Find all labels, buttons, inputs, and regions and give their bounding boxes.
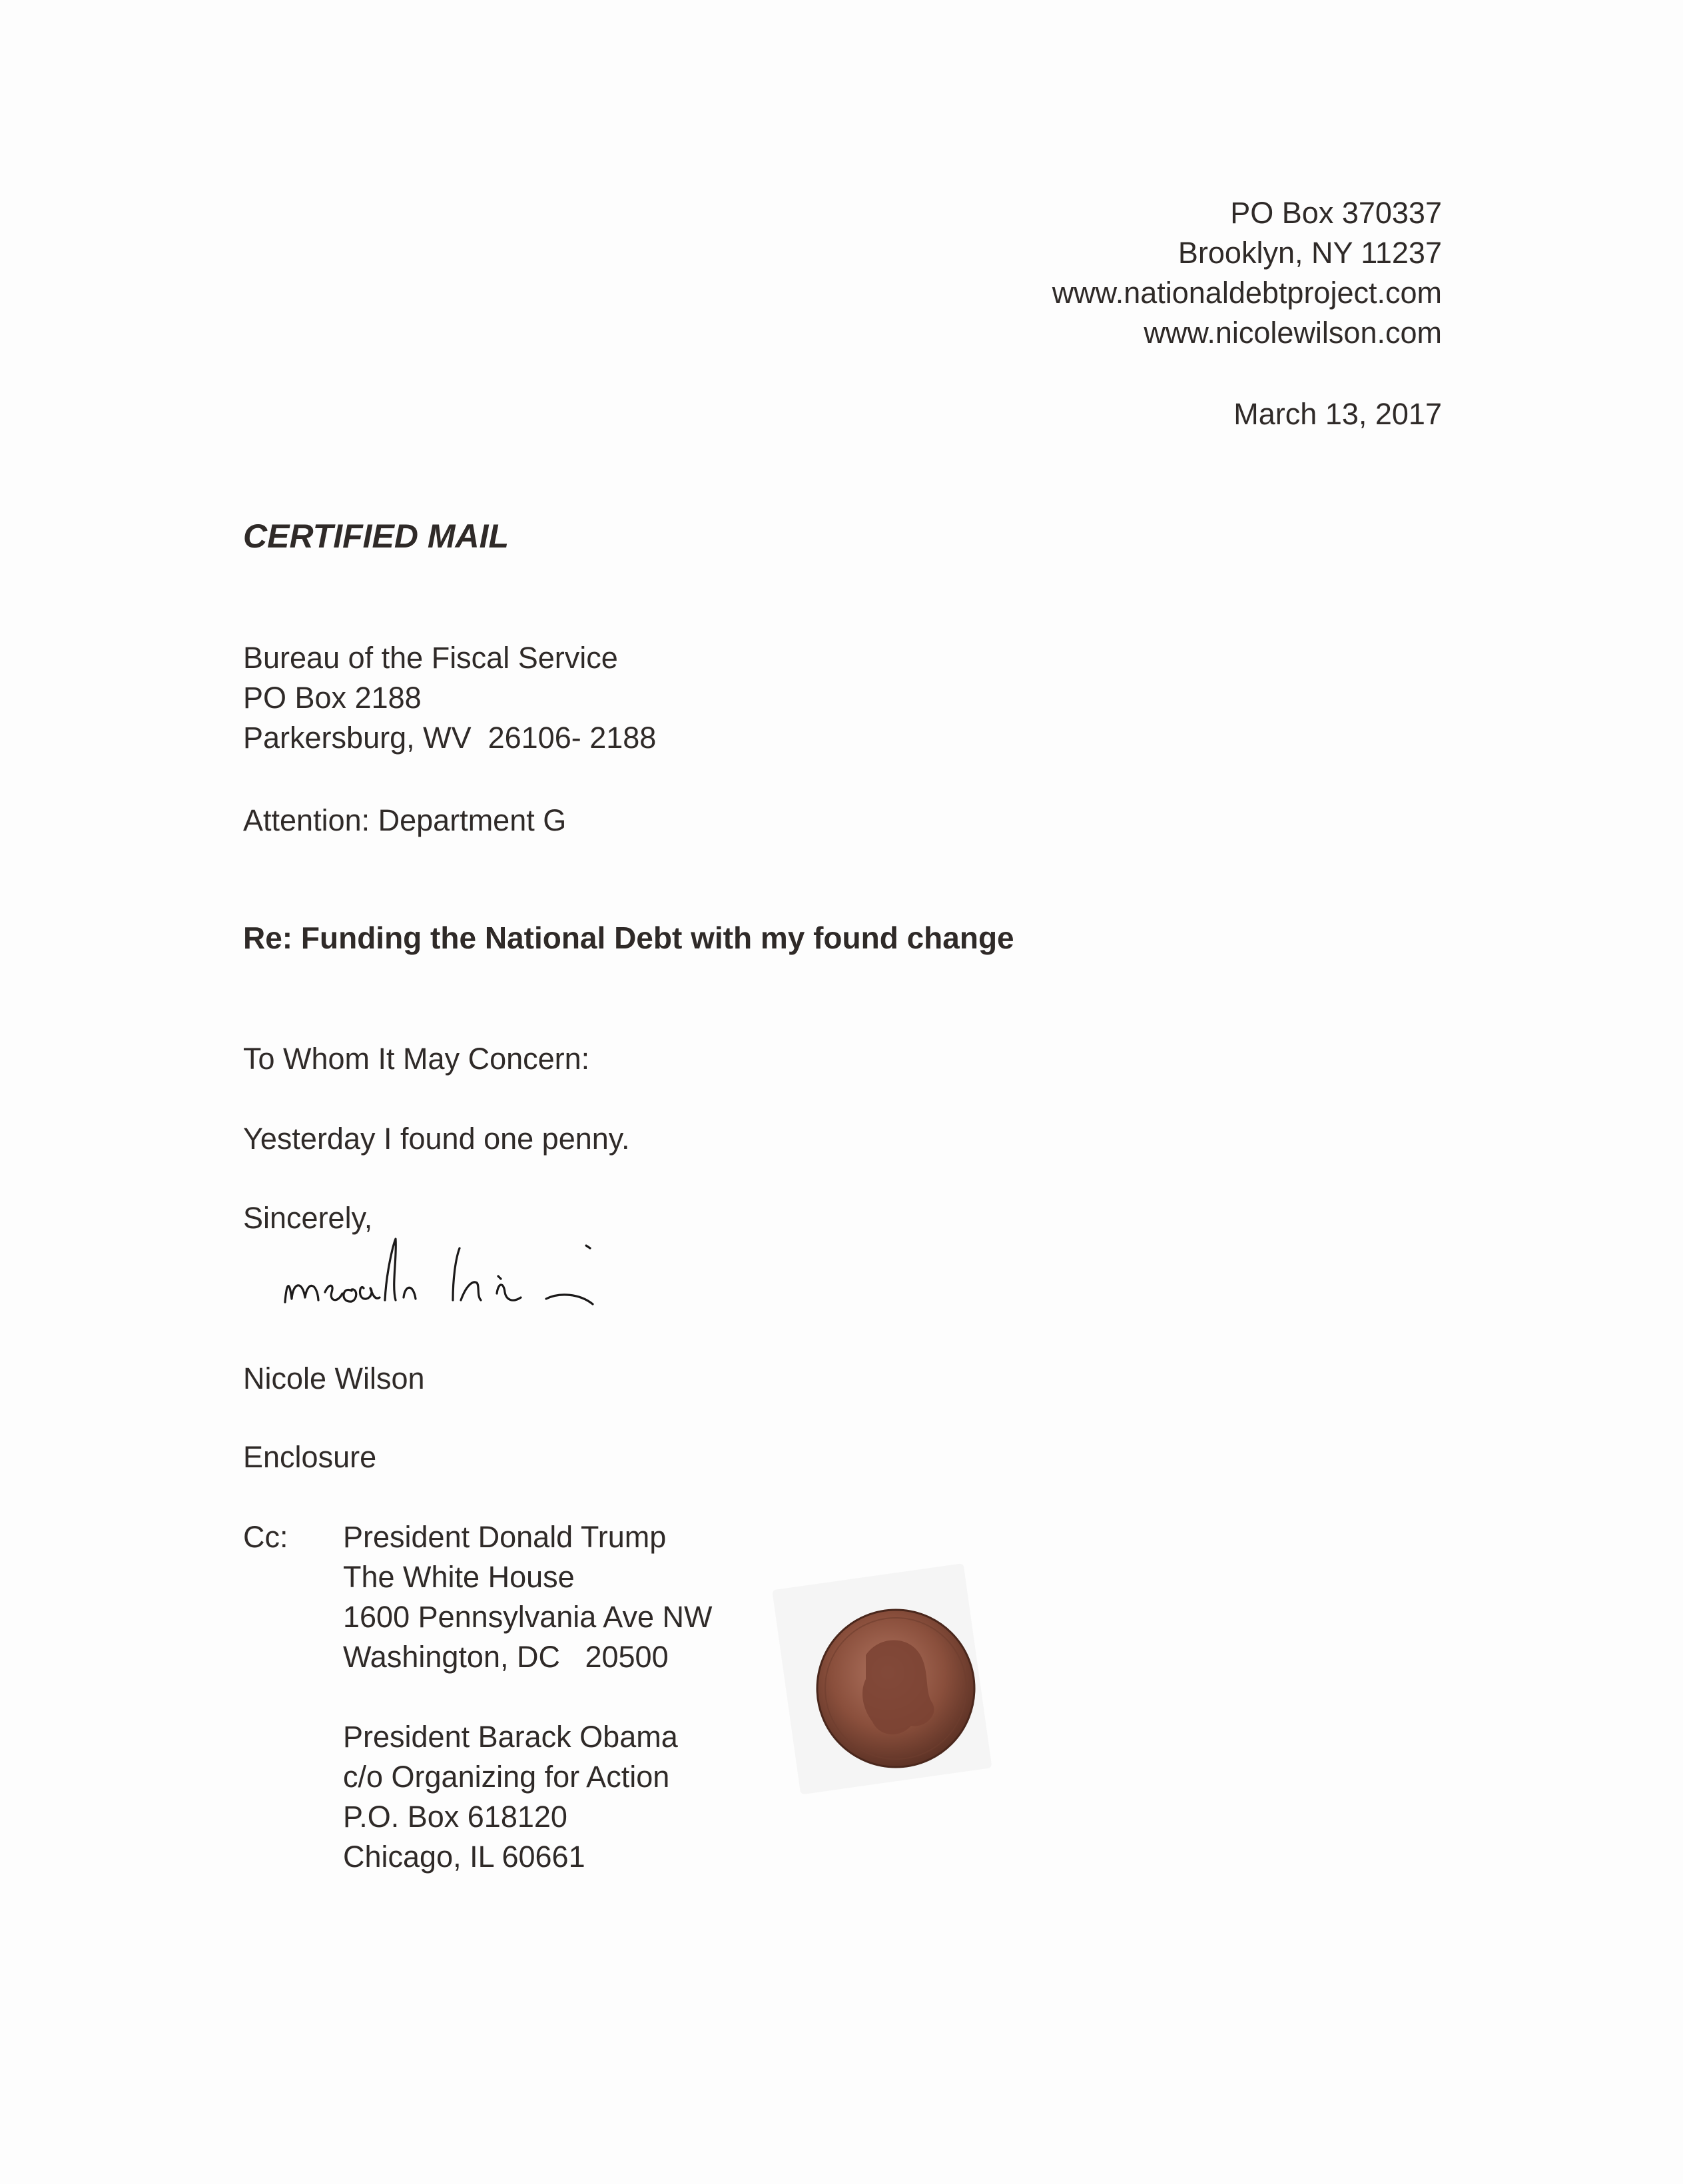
cc-recipient-line: c/o Organizing for Action	[343, 1760, 670, 1794]
cc-recipient-line: The White House	[343, 1560, 575, 1594]
return-address-line: PO Box 370337	[1230, 196, 1442, 230]
salutation: To Whom It May Concern:	[243, 1042, 590, 1076]
recipient-line: Bureau of the Fiscal Service	[243, 641, 618, 675]
letter-body: Yesterday I found one penny.	[243, 1122, 630, 1156]
cc-recipient	[343, 1717, 678, 1877]
handwritten-signature	[273, 1219, 659, 1332]
cc-recipient-line: President Donald Trump	[343, 1520, 667, 1554]
enclosure-note: Enclosure	[243, 1440, 377, 1474]
recipient-line: PO Box 2188	[243, 681, 422, 715]
cc-recipient-line: President Barack Obama	[343, 1720, 678, 1754]
certified-mail-heading: CERTIFIED MAIL	[243, 518, 509, 555]
return-address	[1052, 193, 1442, 353]
recipient-address	[243, 638, 656, 758]
cc-recipient-line: Chicago, IL 60661	[343, 1840, 585, 1874]
subject-line: Re: Funding the National Debt with my found change	[243, 920, 1014, 955]
return-address-line: www.nicolewilson.com	[1144, 316, 1442, 350]
letter-date: March 13, 2017	[1233, 397, 1442, 431]
cc-recipient-line: P.O. Box 618120	[343, 1800, 567, 1834]
closing: Sincerely,	[243, 1201, 373, 1235]
return-address-line: www.nationaldebtproject.com	[1052, 276, 1442, 310]
signer-name: Nicole Wilson	[243, 1361, 425, 1395]
recipient-line: Parkersburg, WV 26106- 2188	[243, 721, 657, 755]
attention-line: Attention: Department G	[243, 803, 567, 837]
taped-penny	[766, 1562, 1006, 1802]
cc-recipient-line: Washington, DC 20500	[343, 1640, 669, 1674]
cc-recipient	[343, 1517, 713, 1677]
cc-label: Cc:	[243, 1520, 288, 1554]
return-address-line: Brooklyn, NY 11237	[1178, 236, 1442, 270]
cc-recipient-line: 1600 Pennsylvania Ave NW	[343, 1600, 713, 1634]
